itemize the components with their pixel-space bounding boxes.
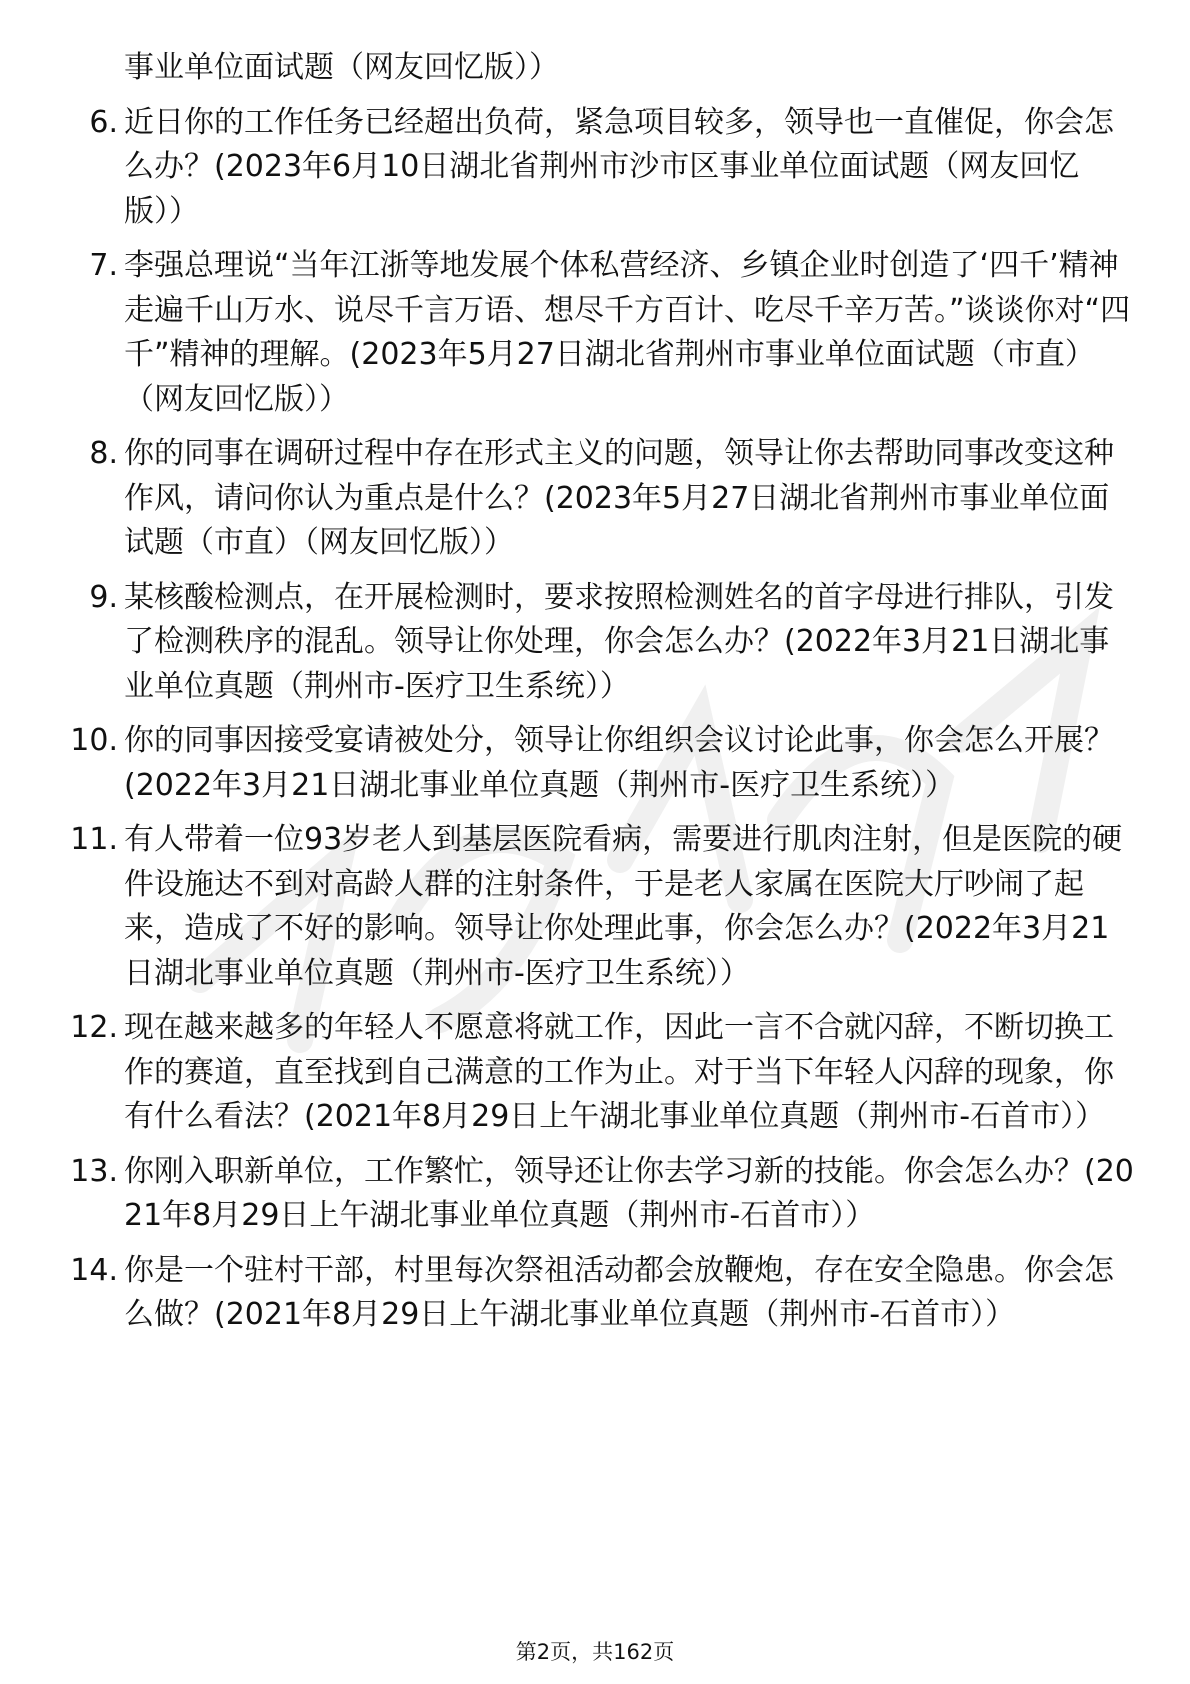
question-item <box>89 101 1134 235</box>
question-number: 13. <box>70 1153 118 1189</box>
question-text: 近日你的工作任务已经超出负荷，紧急项目较多，领导也一直催促，你会怎么办？(2023年6月10日湖北省荆州市沙市区事业单位面试题（网友回忆版）） <box>124 104 1114 229</box>
question-number: 6. <box>89 104 118 140</box>
question-item <box>70 1249 1134 1338</box>
question-number: 14. <box>70 1252 118 1288</box>
question-text: 你是一个驻村干部，村里每次祭祖活动都会放鞭炮，存在安全隐患。你会怎么做？(2021年8月29日上午湖北事业单位真题（荆州市-石首市）） <box>124 1252 1114 1332</box>
question-number: 10. <box>70 723 118 758</box>
question-text: 你刚入职新单位，工作繁忙，领导还让你去学习新的技能。你会怎么办？(2021年8月29日上午湖北事业单位真题（荆州市-石首市）） <box>124 1153 1134 1233</box>
question-number: 7. <box>89 248 118 283</box>
question-number: 9. <box>89 579 118 615</box>
question-number: 8. <box>89 436 118 471</box>
question-text: 你的同事因接受宴请被处分，领导让你组织会议讨论此事，你会怎么开展？(2022年3月21日湖北事业单位真题（荆州市-医疗卫生系统）） <box>124 723 1114 803</box>
question-text: 你的同事在调研过程中存在形式主义的问题，领导让你去帮助同事改变这种作风，请问你认为重点是什么？(2023年5月27日湖北省荆州市事业单位面试题（市直）（网友回忆版）） <box>124 436 1114 560</box>
question-text: 有人带着一位93岁老人到基层医院看病，需要进行肌肉注射，但是医院的硬件设施达不到对高龄人群的注射条件，于是老人家属在医院大厅吵闹了起来，造成了不好的影响。领导让你处理此事，你会怎么办？(2022年3月21日湖北事业单位真题（荆州市-医疗卫生系统）） <box>124 822 1123 991</box>
question-text: 李强总理说“当年江浙等地发展个体私营经济、乡镇企业时创造了‘四千’精神走遍千山万水、说尽千言万语、想尽千方百计、吃尽千辛万苦。”谈谈你对“四千”精神的理解。(2023年5月27日湖北省荆州市事业单位面试题（市直）（网友回忆版）） <box>124 248 1131 417</box>
question-number: 12. <box>70 1010 118 1045</box>
question-item <box>89 432 1134 566</box>
continuation-text: 事业单位面试题（网友回忆版）） <box>124 50 559 85</box>
question-item <box>70 1150 1134 1239</box>
page-footer: 第2页，共162页 <box>515 1640 675 1664</box>
question-item <box>89 576 1134 710</box>
question-item <box>70 818 1134 996</box>
question-number: 11. <box>70 822 118 857</box>
question-text: 某核酸检测点，在开展检测时，要求按照检测姓名的首字母进行排队，引发了检测秩序的混乱。领导让你处理，你会怎么办？(2022年3月21日湖北事业单位真题（荆州市-医疗卫生系统）） <box>124 579 1114 704</box>
question-item <box>89 244 1134 422</box>
question-item <box>70 719 1134 808</box>
question-list <box>0 46 1190 1348</box>
question-item <box>70 1006 1134 1140</box>
question-text: 现在越来越多的年轻人不愿意将就工作，因此一言不合就闪辞，不断切换工作的赛道，直至找到自己满意的工作为止。对于当下年轻人闪辞的现象，你有什么看法？(2021年8月29日上午湖北事业单位真题（荆州市-石首市）） <box>124 1010 1114 1134</box>
